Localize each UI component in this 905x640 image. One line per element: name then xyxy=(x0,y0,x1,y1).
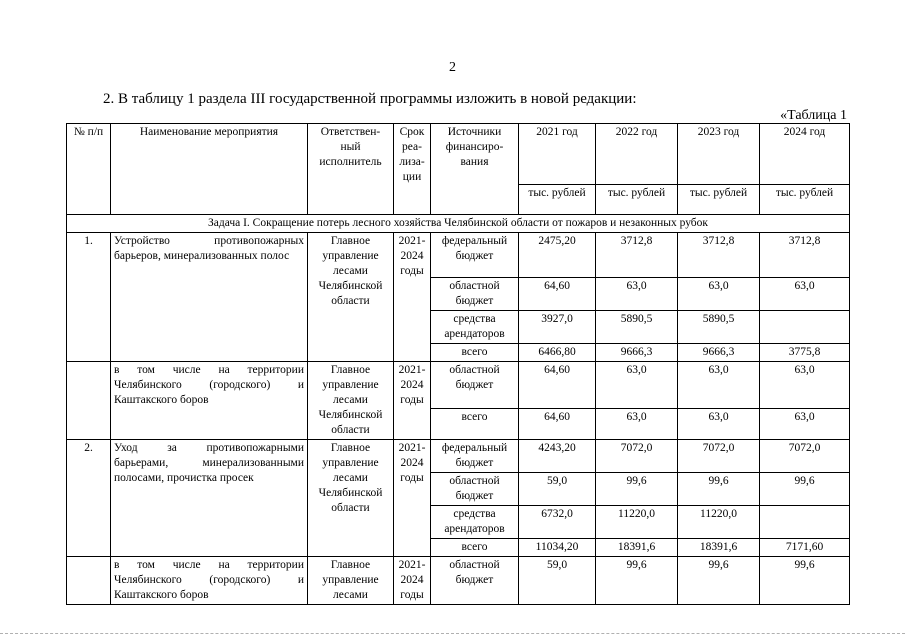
value-2023: 11220,0 xyxy=(678,506,760,539)
value-2023: 99,6 xyxy=(678,473,760,506)
activity-name: Уход за противопожарными барьерами, минерализованными полосами, прочистка просек xyxy=(111,440,308,557)
row-number: 1. xyxy=(67,233,111,362)
funding-source: всего xyxy=(431,409,519,440)
value-2022: 99,6 xyxy=(596,557,678,605)
header-num: № п/п xyxy=(67,124,111,215)
table-row xyxy=(67,557,850,605)
value-2021: 6732,0 xyxy=(519,506,596,539)
funding-source: всего xyxy=(431,344,519,362)
implementation-term: 2021-2024 годы xyxy=(394,440,431,557)
header-year-2022: 2022 год xyxy=(596,124,678,185)
funding-source: областной бюджет xyxy=(431,557,519,605)
value-2024: 7171,60 xyxy=(760,539,850,557)
responsible-executor: Главное управление лесами Челябинской области xyxy=(308,362,394,440)
value-2021: 11034,20 xyxy=(519,539,596,557)
funding-source: областной бюджет xyxy=(431,278,519,311)
unit-2021: тыс. рублей xyxy=(519,185,596,215)
value-2024: 7072,0 xyxy=(760,440,850,473)
value-2024: 3775,8 xyxy=(760,344,850,362)
funding-source: средства арендаторов xyxy=(431,311,519,344)
value-2022: 63,0 xyxy=(596,278,678,311)
value-2024: 63,0 xyxy=(760,362,850,409)
responsible-executor: Главное управление лесами Челябинской области xyxy=(308,233,394,362)
activity-name: Устройство противопожарных барьеров, минерализованных полос xyxy=(111,233,308,362)
value-2022: 18391,6 xyxy=(596,539,678,557)
row-number: 2. xyxy=(67,440,111,557)
unit-2022: тыс. рублей xyxy=(596,185,678,215)
value-2023: 5890,5 xyxy=(678,311,760,344)
value-2022: 63,0 xyxy=(596,362,678,409)
activity-name: в том числе на территории Челябинского (городского) и Каштакского боров xyxy=(111,362,308,440)
value-2021: 64,60 xyxy=(519,362,596,409)
section-heading: 2. В таблицу 1 раздела III государственной программы изложить в новой редакции: xyxy=(103,91,637,107)
program-table xyxy=(66,123,850,605)
header-term: Срок реа-лиза-ции xyxy=(394,124,431,215)
value-2023: 63,0 xyxy=(678,362,760,409)
value-2021: 59,0 xyxy=(519,473,596,506)
value-2021: 4243,20 xyxy=(519,440,596,473)
unit-2023: тыс. рублей xyxy=(678,185,760,215)
value-2022: 63,0 xyxy=(596,409,678,440)
task-title: Задача I. Сокращение потерь лесного хозяйства Челябинской области от пожаров и незаконных рубок xyxy=(67,215,850,233)
header-year-2024: 2024 год xyxy=(760,124,850,185)
implementation-term: 2021-2024 годы xyxy=(394,557,431,605)
value-2023: 9666,3 xyxy=(678,344,760,362)
value-2024: 99,6 xyxy=(760,557,850,605)
funding-source: средства арендаторов xyxy=(431,506,519,539)
value-2022: 99,6 xyxy=(596,473,678,506)
value-2021: 64,60 xyxy=(519,409,596,440)
value-2021: 3927,0 xyxy=(519,311,596,344)
responsible-executor: Главное управление лесами xyxy=(308,557,394,605)
table-caption: «Таблица 1 xyxy=(780,108,847,123)
scan-edge xyxy=(0,633,905,634)
funding-source: всего xyxy=(431,539,519,557)
value-2023: 3712,8 xyxy=(678,233,760,278)
implementation-term: 2021-2024 годы xyxy=(394,362,431,440)
responsible-executor: Главное управление лесами Челябинской области xyxy=(308,440,394,557)
activity-name: в том числе на территории Челябинского (городского) и Каштакского боров xyxy=(111,557,308,605)
header-row xyxy=(67,124,850,185)
implementation-term: 2021-2024 годы xyxy=(394,233,431,362)
value-2023: 63,0 xyxy=(678,409,760,440)
value-2024: 63,0 xyxy=(760,278,850,311)
table-row xyxy=(67,362,850,409)
row-number xyxy=(67,362,111,440)
header-year-2021: 2021 год xyxy=(519,124,596,185)
value-2023: 99,6 xyxy=(678,557,760,605)
value-2021: 6466,80 xyxy=(519,344,596,362)
value-2022: 5890,5 xyxy=(596,311,678,344)
header-sources: Источники финансиро-вания xyxy=(431,124,519,215)
funding-source: областной бюджет xyxy=(431,362,519,409)
value-2024: 3712,8 xyxy=(760,233,850,278)
funding-source: областной бюджет xyxy=(431,473,519,506)
page-number: 2 xyxy=(449,60,456,75)
value-2022: 11220,0 xyxy=(596,506,678,539)
value-2022: 7072,0 xyxy=(596,440,678,473)
value-2023: 18391,6 xyxy=(678,539,760,557)
table-row xyxy=(67,233,850,278)
value-2021: 59,0 xyxy=(519,557,596,605)
value-2023: 7072,0 xyxy=(678,440,760,473)
value-2023: 63,0 xyxy=(678,278,760,311)
value-2024 xyxy=(760,311,850,344)
table-row xyxy=(67,440,850,473)
value-2021: 2475,20 xyxy=(519,233,596,278)
value-2022: 9666,3 xyxy=(596,344,678,362)
task-row xyxy=(67,215,850,233)
header-name: Наименование мероприятия xyxy=(111,124,308,215)
value-2024: 99,6 xyxy=(760,473,850,506)
value-2021: 64,60 xyxy=(519,278,596,311)
header-year-2023: 2023 год xyxy=(678,124,760,185)
funding-source: федеральный бюджет xyxy=(431,233,519,278)
value-2024 xyxy=(760,506,850,539)
unit-2024: тыс. рублей xyxy=(760,185,850,215)
value-2022: 3712,8 xyxy=(596,233,678,278)
row-number xyxy=(67,557,111,605)
value-2024: 63,0 xyxy=(760,409,850,440)
header-executor: Ответствен-ный исполнитель xyxy=(308,124,394,215)
funding-source: федеральный бюджет xyxy=(431,440,519,473)
